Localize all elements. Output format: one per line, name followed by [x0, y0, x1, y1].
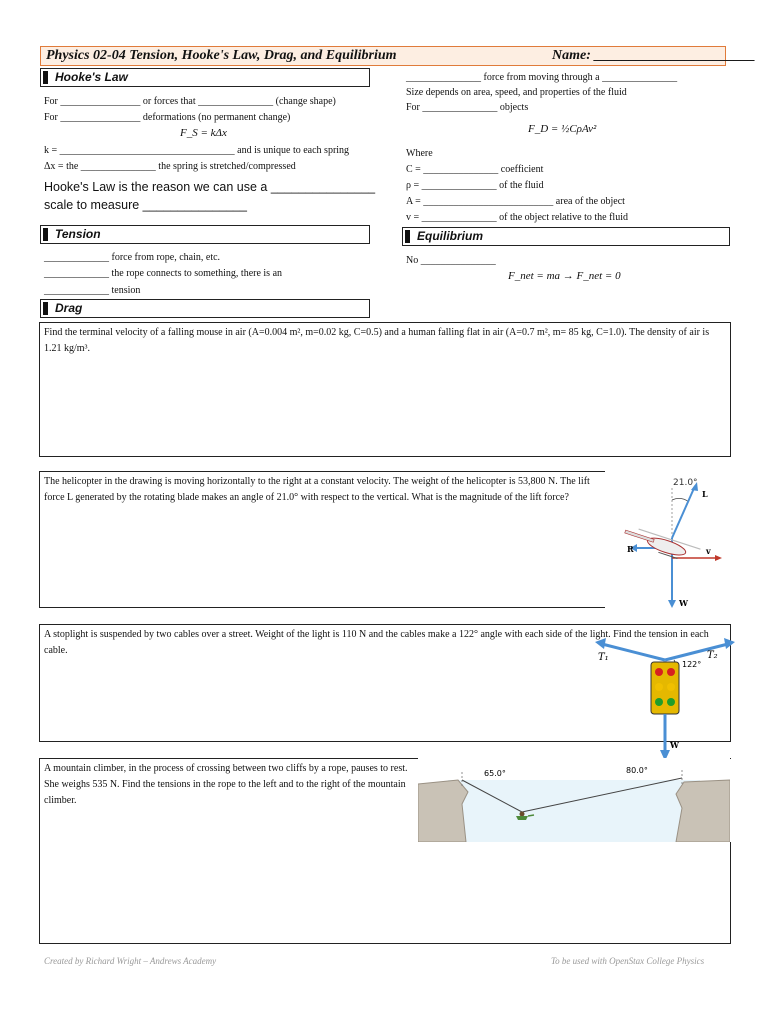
cable-left: [602, 644, 665, 660]
hooke-line-1: For ________________ or forces that _______________ (change shape): [44, 96, 336, 107]
footer-right: To be used with OpenStax College Physics: [551, 956, 705, 966]
climber-right-angle: 80.0°: [626, 766, 648, 775]
cable-right: [665, 644, 728, 660]
footer-left: Created by Richard Wright – Andrews Academy: [44, 956, 217, 966]
hooke-heading: Hooke's Law: [40, 68, 370, 87]
problem-4-text: A mountain climber, in the process of crossing between two cliffs by a rope, pauses to rest. She weighs 535 N. Find the tensions in the rope to the left and to the right of the mountain climber.: [44, 763, 408, 806]
helicopter-figure: [605, 470, 725, 612]
problem-1-text: Find the terminal velocity of a falling mouse in air (A=0.004 m², m=0.02 kg, C=0.5) and a human falling flat in air (A=0.7 m², m= 85 kg, C=1.0). The density of air is 1.21 kg/m³.: [44, 327, 710, 354]
drag-line-1: _______________ force from moving through a _______________: [406, 72, 678, 83]
problem-2-text: The helicopter in the drawing is moving horizontally to the right at a constant velocity. The weight of the helicopter is 53,800 N. The lift force L generated by the rotating blade makes an angle of 21.0° with respect to the vertical. What is the magnitude of the lift force?: [44, 476, 590, 503]
heli-velocity-label: v: [706, 546, 711, 556]
climber-left-angle: 65.0°: [484, 769, 506, 778]
hooke-formula: F_S = kΔx: [180, 127, 227, 139]
heli-angle-label: 21.0°: [673, 478, 698, 488]
drag-line-3: For _______________ objects: [406, 102, 529, 113]
lift-arrow: [672, 486, 695, 538]
drag-where-1: C = _______________ coefficient: [406, 164, 544, 175]
equilibrium-no-line: No _______________: [406, 255, 496, 266]
drag-heading: Drag: [40, 299, 370, 318]
tension-line-3: _____________ tension: [44, 285, 141, 296]
drag-where-2: ρ = _______________ of the fluid: [406, 180, 544, 191]
tension-heading: Tension: [40, 225, 370, 244]
hooke-big-line-1: Hooke's Law is the reason we can use a _______________: [44, 180, 376, 194]
climber-figure: [418, 758, 730, 842]
stoplight-weight-label: W: [670, 740, 679, 750]
stoplight-figure: [590, 634, 740, 762]
hooke-line-3: k = ___________________________________ and is unique to each spring: [44, 145, 350, 156]
drag-line-2: Size depends on area, speed, and properties of the fluid: [406, 87, 627, 98]
problem-3-text: A stoplight is suspended by two cables over a street. Weight of the light is 110 N and the cables make a 122° angle with each side of the light. Find the tension in each cable.: [44, 629, 709, 656]
cliff-right: [676, 780, 730, 842]
hooke-line-4: Δx = the _______________ the spring is stretched/compressed: [44, 161, 296, 172]
equilibrium-heading: Equilibrium: [402, 227, 730, 246]
hooke-line-2: For ________________ deformations (no permanent change): [44, 112, 291, 123]
t2-label: T₂: [707, 650, 718, 661]
heli-lift-label: L: [702, 489, 708, 499]
drag-where: Where: [406, 148, 433, 159]
cliff-left: [418, 780, 468, 842]
drag-formula: F_D = ½CρAv²: [528, 123, 597, 135]
t1-label: T₁: [598, 652, 609, 663]
tension-line-2: _____________ the rope connects to something, there is an: [44, 268, 283, 279]
tension-line-1: _____________ force from rope, chain, etc.: [44, 252, 221, 263]
name-field[interactable]: Name: _______________________: [552, 48, 756, 63]
heli-weight-label: W: [679, 598, 688, 608]
drag-where-3: A = __________________________ area of the object: [406, 196, 625, 207]
heli-drag-label: R: [627, 544, 634, 554]
equilibrium-formula: F_net = ma → F_net = 0: [508, 270, 621, 282]
worksheet-title: Physics 02-04 Tension, Hooke's Law, Drag, and Equilibrium: [46, 48, 397, 63]
drag-where-4: v = _______________ of the object relative to the fluid: [406, 212, 628, 223]
hooke-big-line-2: scale to measure _______________: [44, 198, 247, 212]
stoplight-angle-label: 122°: [682, 660, 702, 669]
